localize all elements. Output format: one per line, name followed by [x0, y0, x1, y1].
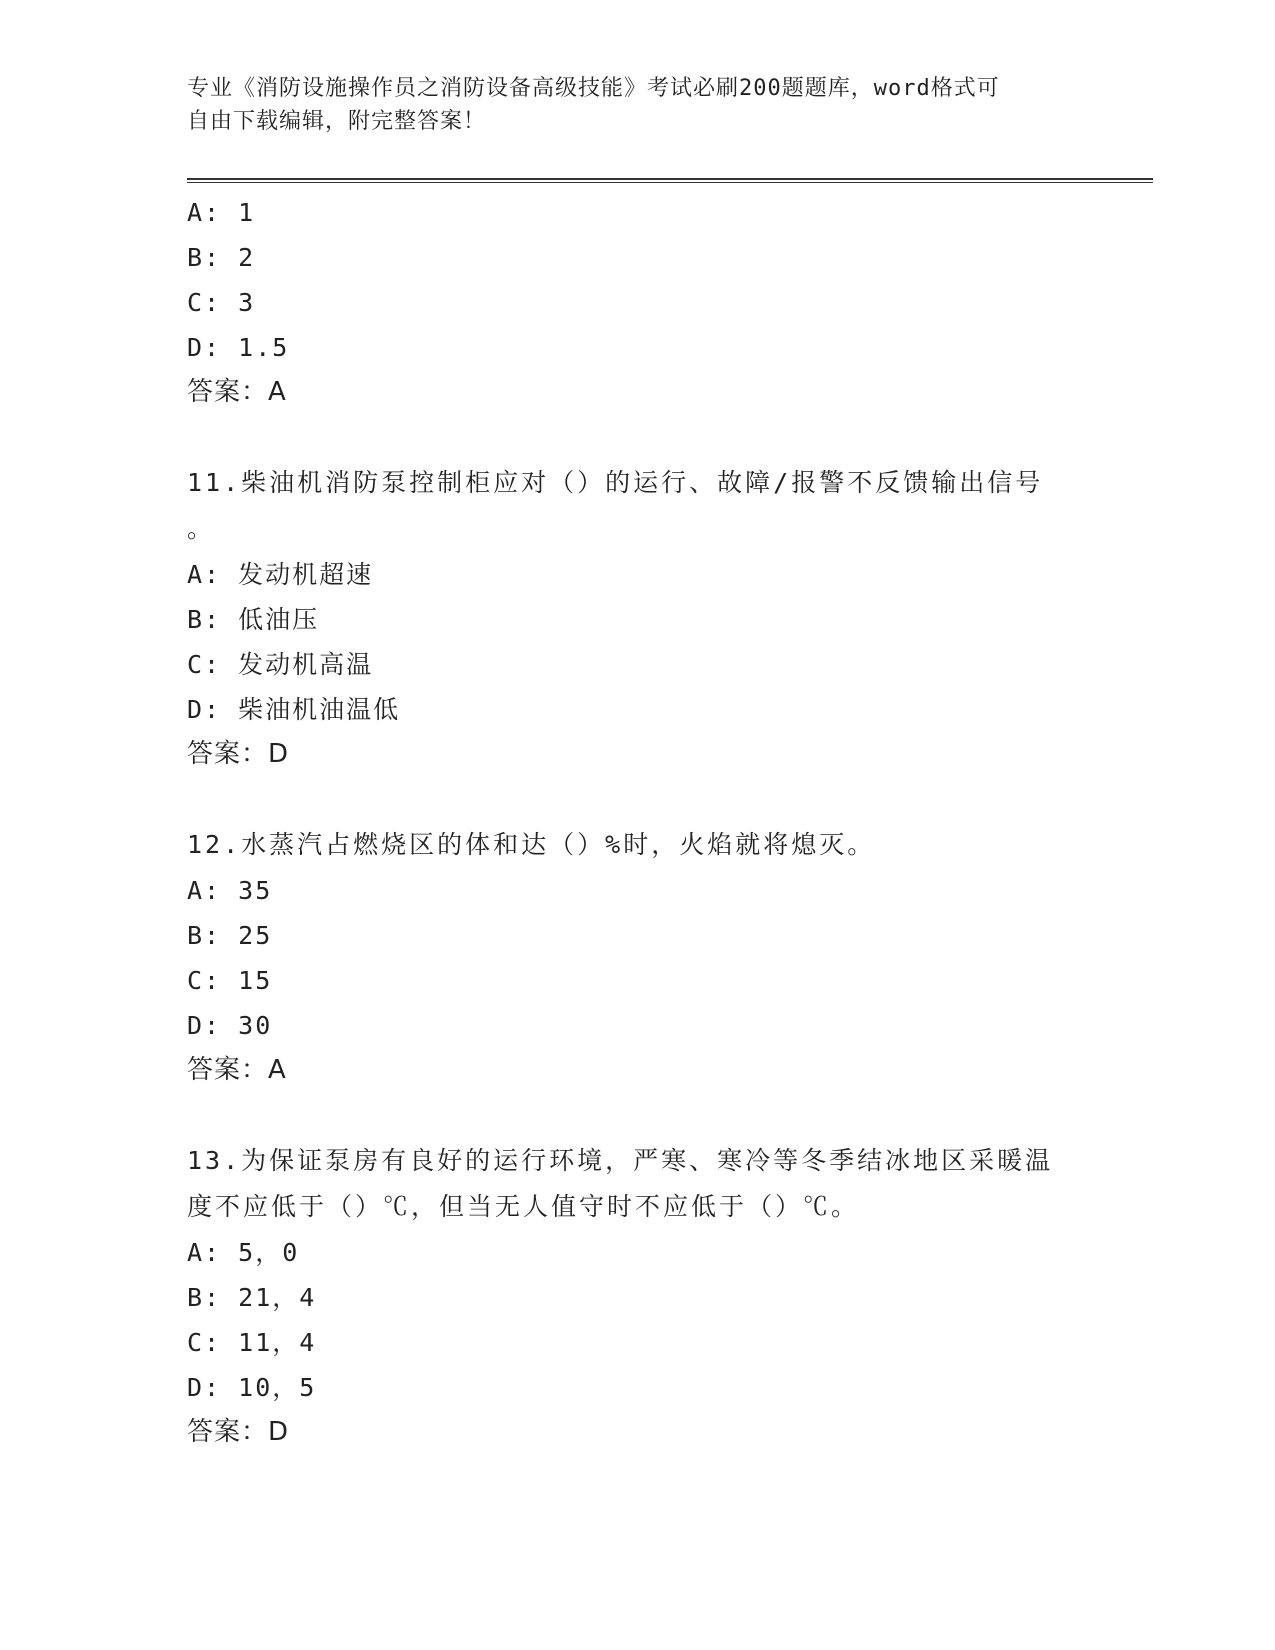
question-stem — [187, 460, 1087, 552]
option-a: A: 发动机超速 — [187, 560, 374, 589]
stem-line-2: 。 — [187, 514, 216, 543]
option-a: A: 5，0 — [187, 1238, 300, 1267]
header-line-1: 专业《消防设施操作员之消防设备高级技能》考试必刷200题题库，word格式可 — [187, 76, 1000, 101]
answer-line: 答案：D — [187, 739, 290, 769]
option-b: B: 低油压 — [187, 605, 320, 634]
option-c: C: 11，4 — [187, 1328, 317, 1357]
stem-line-1: 12.水蒸汽占燃烧区的体和达（）%时，火焰就将熄灭。 — [187, 830, 876, 859]
document-header — [187, 72, 1087, 138]
option-a: A: 1 — [187, 198, 256, 227]
option-d: D: 1.5 — [187, 333, 290, 362]
option-b: B: 2 — [187, 243, 256, 272]
question-list — [187, 190, 1087, 1455]
header-divider — [187, 178, 1153, 183]
question-10 — [187, 190, 1087, 415]
option-c: C: 15 — [187, 966, 273, 995]
question-stem — [187, 822, 1087, 868]
option-d: D: 10，5 — [187, 1373, 317, 1402]
question-stem — [187, 1138, 1087, 1230]
answer-line: 答案：A — [187, 1055, 287, 1085]
option-d: D: 柴油机油温低 — [187, 695, 401, 724]
header-line-2: 自由下载编辑，附完整答案！ — [187, 109, 487, 134]
question-11 — [187, 460, 1087, 777]
option-b: B: 25 — [187, 921, 273, 950]
answer-line: 答案：A — [187, 377, 287, 407]
question-12 — [187, 822, 1087, 1093]
option-b: B: 21，4 — [187, 1283, 317, 1312]
stem-line-1: 13.为保证泵房有良好的运行环境，严寒、寒冷等冬季结冰地区采暖温 — [187, 1146, 1054, 1175]
answer-line: 答案：D — [187, 1417, 290, 1447]
option-c: C: 3 — [187, 288, 256, 317]
question-13 — [187, 1138, 1087, 1455]
option-d: D: 30 — [187, 1011, 273, 1040]
spacer — [187, 1093, 1087, 1138]
option-a: A: 35 — [187, 876, 273, 905]
stem-line-1: 11.柴油机消防泵控制柜应对（）的运行、故障/报警不反馈输出信号 — [187, 468, 1044, 497]
spacer — [187, 777, 1087, 822]
stem-line-2: 度不应低于（）℃，但当无人值守时不应低于（）℃。 — [187, 1192, 860, 1221]
spacer — [187, 415, 1087, 460]
option-c: C: 发动机高温 — [187, 650, 374, 679]
